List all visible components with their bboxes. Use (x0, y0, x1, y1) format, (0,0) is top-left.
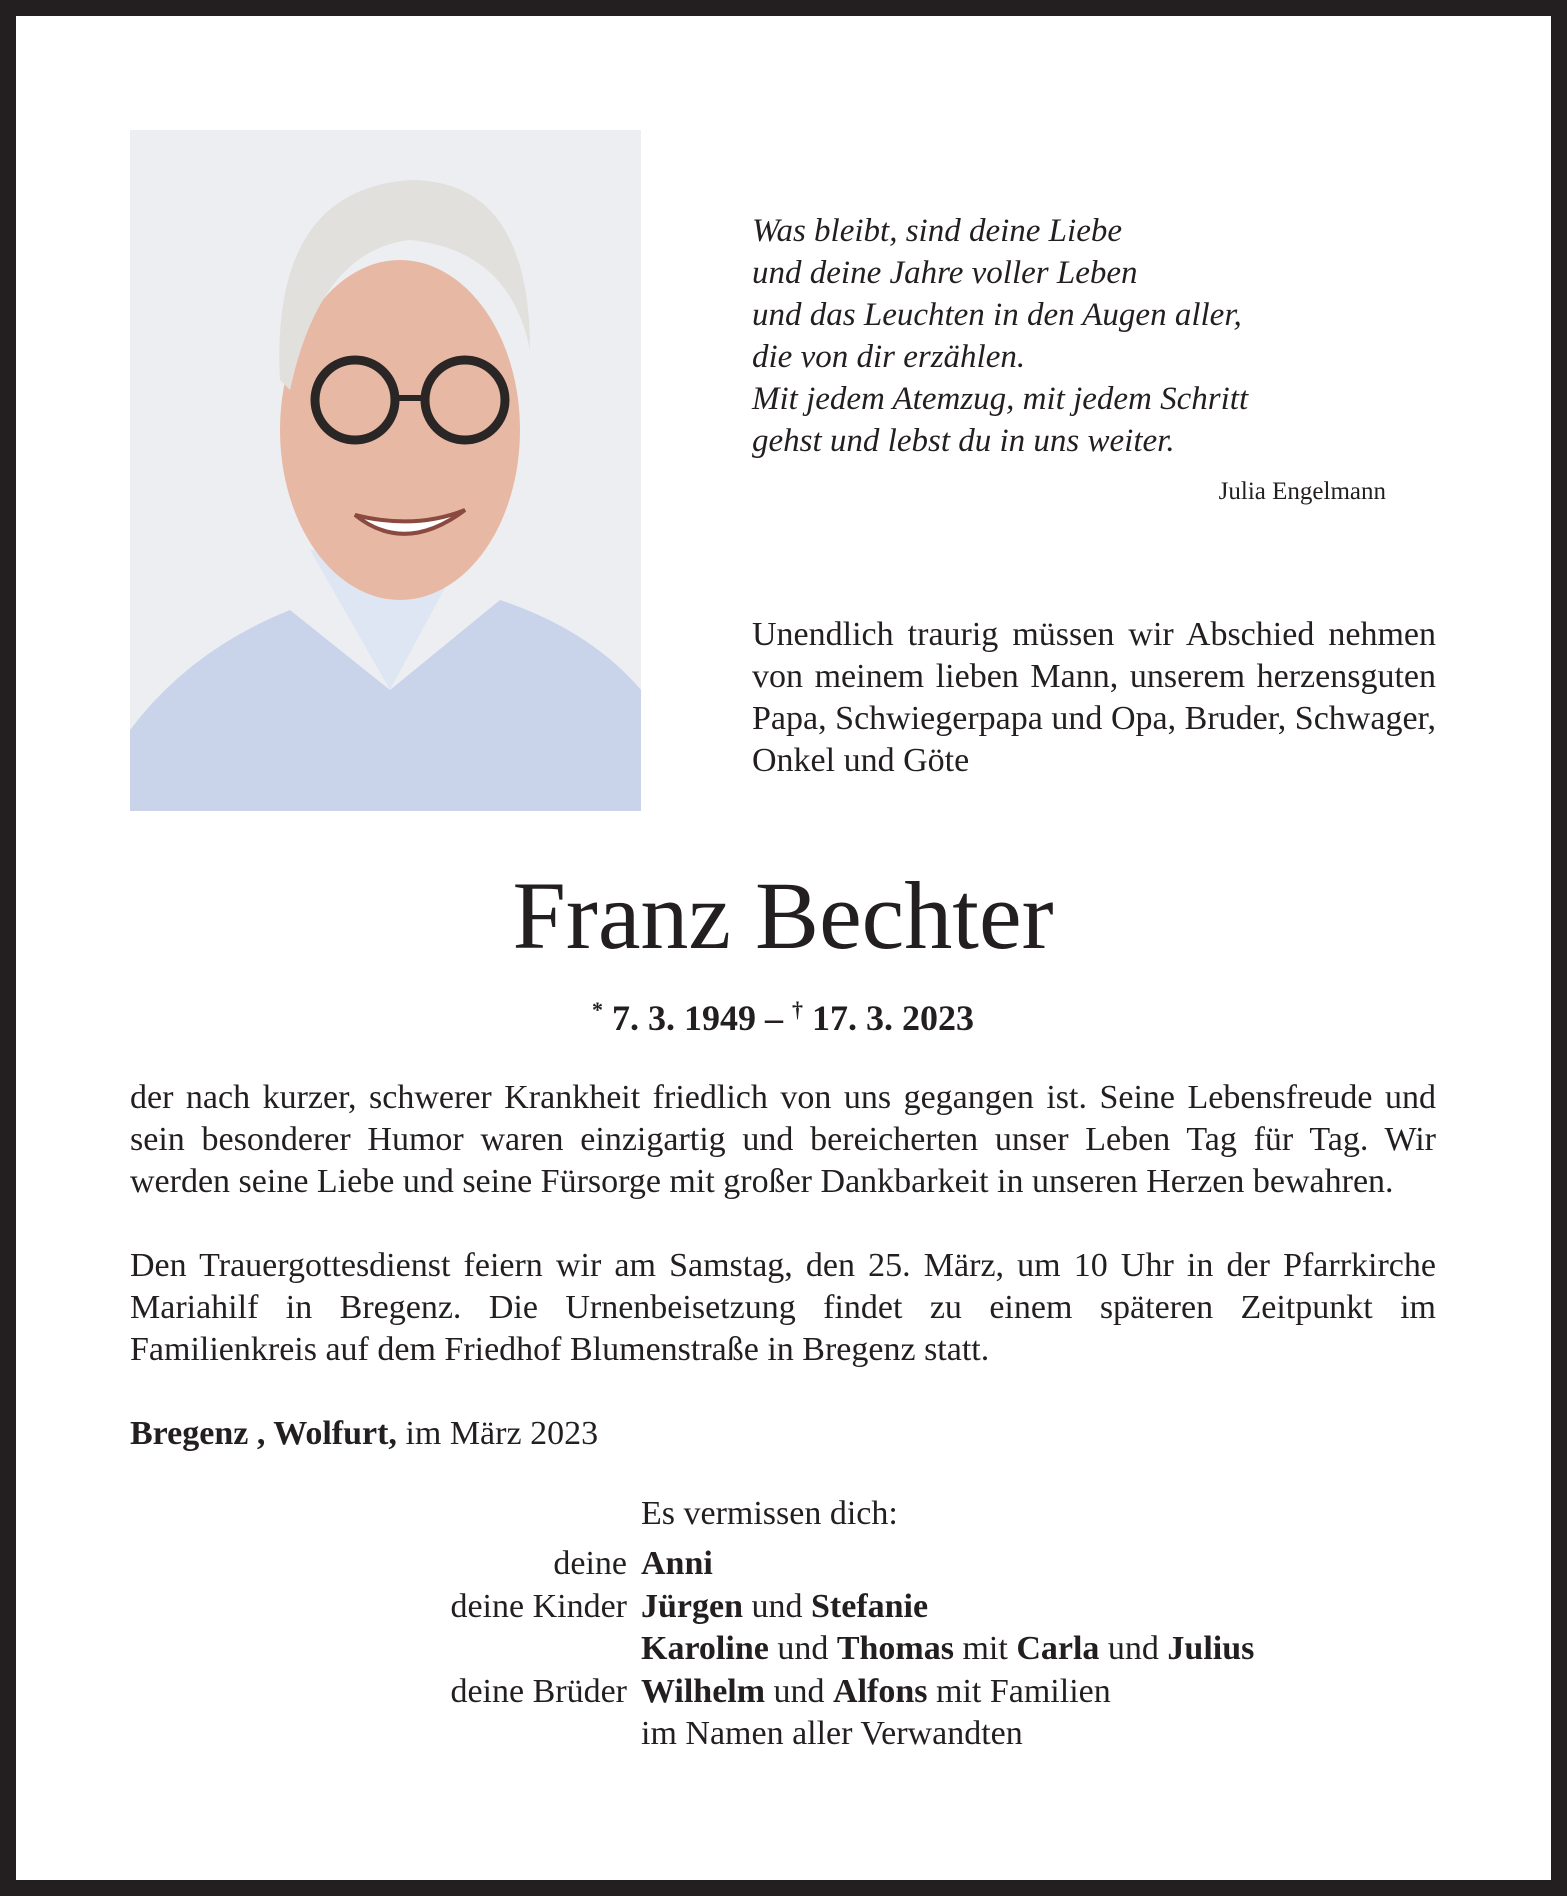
quote-line: und deine Jahre voller Leben (752, 255, 1138, 291)
mourner-name: Karoline (641, 1630, 769, 1667)
date-dash: – (756, 998, 792, 1038)
connector-text: und (765, 1672, 834, 1710)
memorial-quote (752, 210, 1436, 462)
mourner-row (130, 1713, 1436, 1756)
connector-text: im Namen aller Verwandten (641, 1715, 1023, 1752)
place-towns: Bregenz , Wolfurt, (130, 1415, 397, 1452)
quote-line: gehst und lebst du in uns weiter. (752, 423, 1175, 459)
mourner-names (641, 1671, 1111, 1714)
mourner-name: Carla (1016, 1630, 1100, 1667)
life-dates (130, 987, 1436, 1041)
quote-author: Julia Engelmann (1218, 478, 1386, 505)
mourner-name: Alfons (833, 1672, 928, 1710)
death-symbol: † (792, 997, 803, 1022)
mourner-row (130, 1671, 1436, 1714)
intro-text: Unendlich traurig müssen wir Abschied nehmen von meinem lieben Mann, unserem herzensguten Papa, Schwiegerpapa und Opa, Bruder, Schwager, Onkel und Göte (752, 616, 1436, 779)
place-date (130, 1413, 1436, 1455)
mourner-name: Julius (1167, 1630, 1255, 1667)
deceased-name: Franz Bechter (512, 862, 1054, 969)
connector-text: mit Familien (927, 1672, 1111, 1710)
connector-text: mit (953, 1630, 1017, 1667)
mourner-name: Stefanie (811, 1587, 929, 1625)
mourner-row (130, 1586, 1436, 1629)
mourner-names (641, 1543, 713, 1586)
mourner-row (130, 1628, 1436, 1671)
body-paragraph-1: der nach kurzer, schwerer Krankheit friedlich von uns gegangen ist. Seine Lebensfreude und sein besonderer Humor waren einzigartig und bereicherten unser Leben Tag für Tag. Wir werden seine Liebe und seine Fürsorge mit großer Dankbarkeit in unseren Herzen bewahren. (130, 1079, 1436, 1200)
top-section (130, 130, 1436, 811)
connector-text: und (743, 1587, 811, 1625)
mourner-relation (130, 1713, 641, 1756)
mourner-names (641, 1586, 928, 1629)
body-paragraph-2: Den Trauergottesdienst feiern wir am Samstag, den 25. März, um 10 Uhr in der Pfarrkirche Mariahilf in Bregenz. Die Urnenbeisetzung findet zu einem späteren Zeitpunkt im Familienkreis auf dem Friedhof Blumenstraße in Bregenz statt. (130, 1247, 1436, 1368)
birth-symbol: * (592, 997, 603, 1022)
mourner-relation: deine (553, 1545, 627, 1582)
quote-line: Was bleibt, sind deine Liebe (752, 213, 1122, 249)
quote-line: die von dir erzählen. (752, 339, 1026, 375)
portrait-photo (130, 130, 641, 811)
mourner-name: Anni (641, 1545, 713, 1582)
right-column (752, 130, 1436, 782)
portrait-image (130, 130, 641, 811)
mourner-relation: deine Kinder (450, 1587, 627, 1625)
mourner-name: Jürgen (641, 1587, 743, 1625)
quote-line: Mit jedem Atemzug, mit jedem Schritt (752, 381, 1249, 417)
mourner-name: Thomas (836, 1630, 954, 1667)
mourners-list (130, 1543, 1436, 1756)
death-date: 17. 3. 2023 (812, 998, 974, 1038)
mourner-relation: deine Brüder (450, 1672, 627, 1710)
obituary-page (16, 16, 1551, 1880)
place-month: im März 2023 (396, 1415, 599, 1452)
birth-date: 7. 3. 1949 (612, 998, 756, 1038)
connector-text: und (1099, 1630, 1168, 1667)
mourner-names (641, 1628, 1254, 1671)
mourner-relation (130, 1628, 641, 1671)
mourners-heading: Es vermissen dich: (641, 1495, 898, 1532)
mourner-row (130, 1543, 1436, 1586)
quote-line: und das Leuchten in den Augen aller, (752, 297, 1242, 333)
mourner-name: Wilhelm (641, 1672, 766, 1710)
mourner-names (641, 1713, 1023, 1756)
connector-text: und (768, 1630, 837, 1667)
